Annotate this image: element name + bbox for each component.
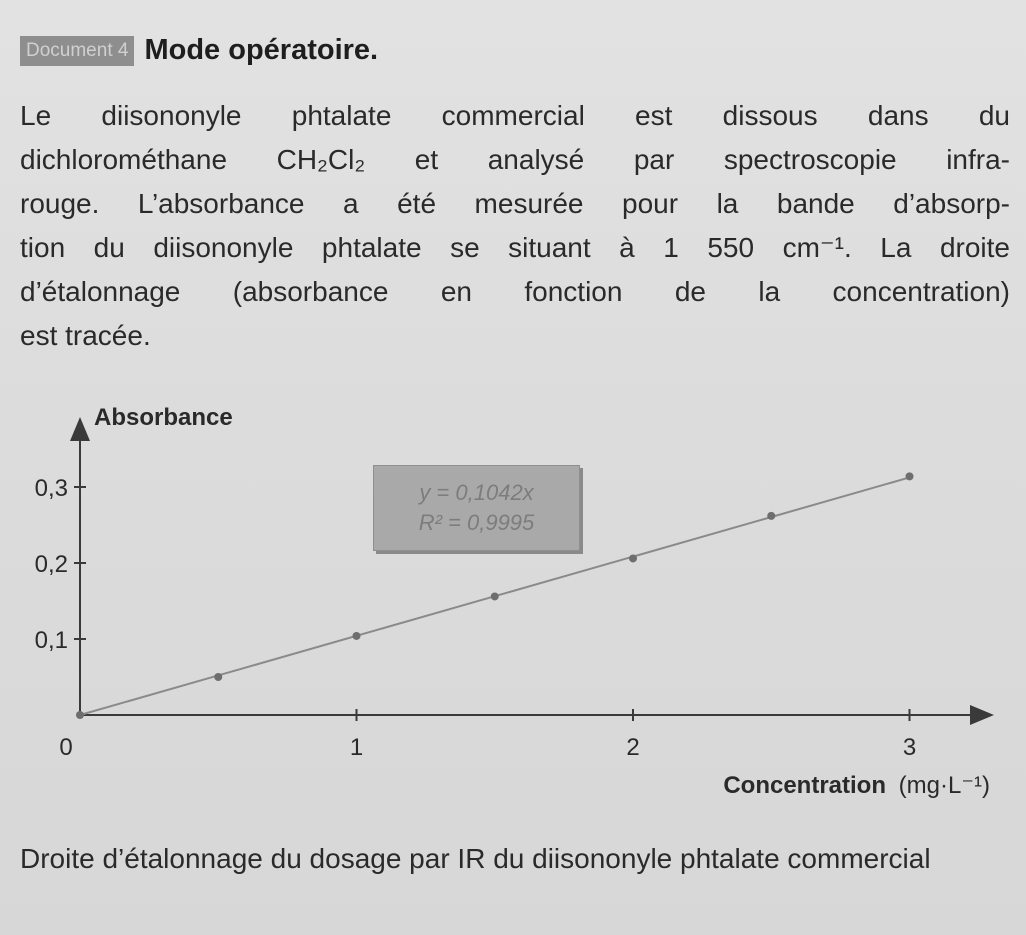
x-axis-label-main: Concentration — [723, 772, 886, 799]
paragraph-line: d’étalonnage (absorbance en fonction de la concentration) — [20, 276, 1010, 307]
x-axis-label-unit: (mg·L⁻¹) — [898, 772, 990, 799]
y-axis-label: Absorbance — [94, 404, 233, 431]
procedure-paragraph — [20, 94, 1010, 358]
figure-caption: Droite d’étalonnage du dosage par IR du diisononyle phtalate commercial — [20, 843, 931, 874]
paragraph-line: rouge. L’absorbance a été mesurée pour la bande d’absorp- — [20, 188, 1010, 219]
paragraph-line: tion du diisononyle phtalate se situant à 1 550 cm⁻¹. La droite — [20, 232, 1010, 263]
x-tick-label: 1 — [349, 734, 364, 761]
data-point — [214, 673, 222, 681]
data-point — [491, 592, 499, 600]
data-point — [76, 711, 84, 719]
paragraph-line: est tracée. — [20, 320, 151, 351]
regression-box — [373, 465, 580, 551]
chart-svg — [0, 395, 1026, 815]
calibration-chart — [0, 395, 1026, 815]
y-tick-label: 0,1 — [34, 627, 68, 654]
paragraph-line: Le diisononyle phtalate commercial est dissous dans du — [20, 100, 1010, 131]
document-heading — [20, 34, 378, 67]
heading-title: Mode opératoire. — [144, 34, 379, 66]
data-point — [353, 632, 361, 640]
x-tick-label: 3 — [902, 734, 917, 761]
x-axis-label — [723, 772, 990, 799]
regression-equation: y = 0,1042x — [419, 480, 534, 505]
data-point — [629, 554, 637, 562]
data-point — [767, 512, 775, 520]
x-tick-label: 2 — [626, 734, 640, 761]
data-point — [906, 472, 914, 480]
y-tick-label: 0,2 — [34, 551, 68, 578]
regression-r2: R² = 0,9995 — [418, 510, 535, 535]
x-tick-label: 0 — [59, 734, 73, 761]
paragraph-line: dichlorométhane CH₂Cl₂ et analysé par spectroscopie infra- — [20, 144, 1010, 175]
y-tick-label: 0,3 — [34, 475, 68, 502]
document-badge: Document 4 — [20, 36, 134, 66]
